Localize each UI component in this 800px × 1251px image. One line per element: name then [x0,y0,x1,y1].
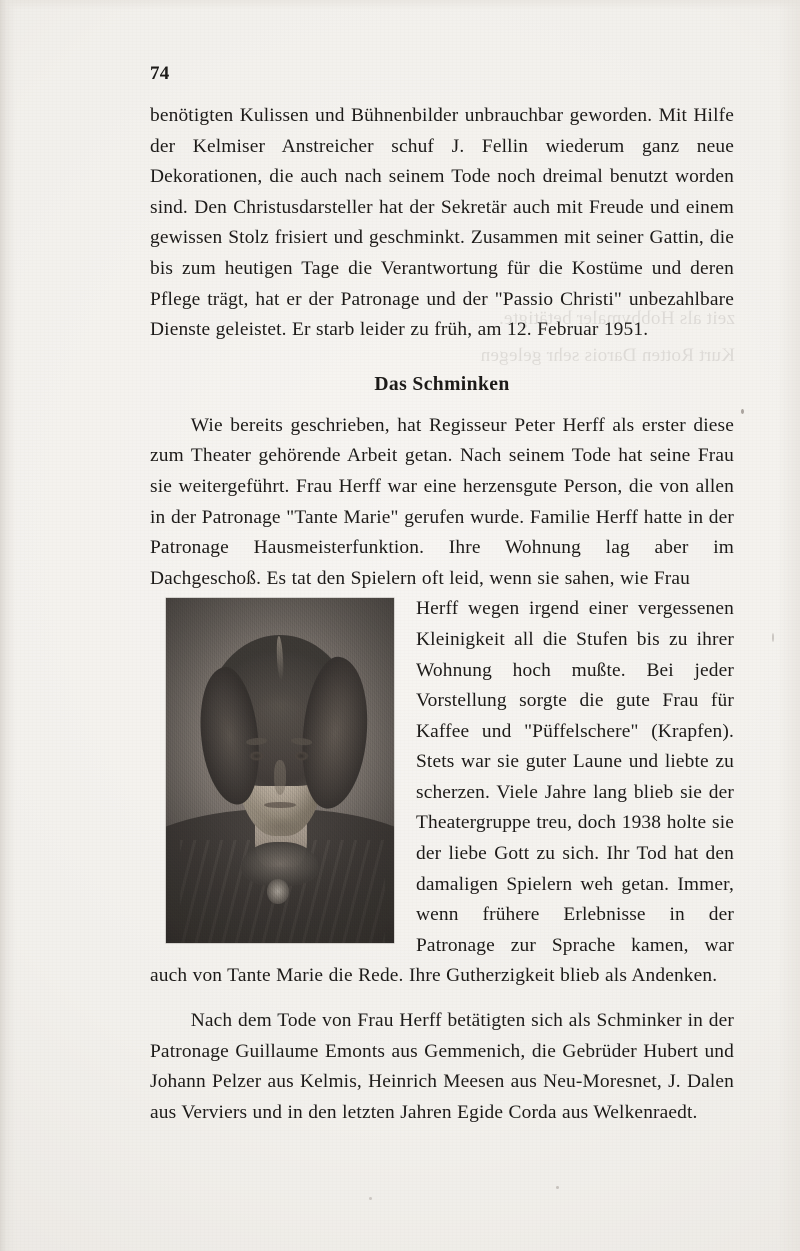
paragraph-schminken-intro: Wie bereits geschrieben, hat Regisseur Peter Herff als erster diese zum Theater gehörende Arbeit getan. Nach seinem Tode hat seine Frau sie weitergeführt. Frau Herff war eine herzensgute Person, die von allen in der Patronage "Tante Marie" gerufen wurde. Familie Herff hatte in der Patronage Hausmeisterfunktion. Ihre Wohnung lag aber im Dachgeschoß. Es tat den Spielern oft leid, wenn sie sahen, wie Frau [150,414,734,589]
paragraph-schminker-list: Nach dem Tode von Frau Herff betätigten sich als Schminker in der Patronage Guillaume Emonts aus Gemmenich, die Gebrüder Hubert und Johann Pelzer aus Kelmis, Heinrich Meesen aus Neu-Moresnet, J. Dalen aus Verviers und in den letzten Jahren Egide Corda aus Welkenraedt. [150,1010,734,1123]
section-heading: Das Schminken [374,373,510,395]
photo-vignette [166,598,394,943]
paragraph-spacer-2 [150,992,734,1006]
scan-left-edge [0,0,16,1251]
figure-wrap-region [150,594,734,992]
paragraph-continued: benötigten Kulissen und Bühnenbilder unbrauchbar geworden. Mit Hilfe der Kelmiser Anstreicher schuf J. Fellin wiederum ganz neue Dekorationen, die auch nach seinem Tode noch dreimal benutzt worden sind. Den Christusdarsteller hat der Sekretär auch mit Freude und einem gewissen Stolz frisiert und geschminkt. Zusammen mit seiner Gattin, die bis zum heutigen Tage die Verantwortung für die Kostüme und deren Pflege trägt, hat er der Patronage und der "Passio Christi" unbezahlbare Dienste geleistet. Er starb leider zu früh, am 12. Februar 1951. [150,105,734,341]
text-block [150,64,734,1128]
page-number: 74 [150,63,170,84]
paragraph-spacer [150,346,734,352]
paragraph-schminken-wrapped: Herff wegen irgend einer vergessenen Kleinigkeit all die Stufen bis zu ihrer Wohnung hoch mußte. Bei jeder Vorstellung sorgte die gute Frau für Kaffee und "Püffelschere" (Krapfen). Stets war sie guter Laune und liebte zu scherzen. Viele Jahre lang blieb sie der Theatergruppe treu, doch 1938 holte sie der liebe Gott zu sich. Ihr Tod hat den damaligen Spielern weh getan. Immer, wenn frühere Erlebnisse in der Patronage zur Sprache kamen, war auch von Tante Marie die Rede. Ihre Gutherzigkeit blieb als Andenken. [150,598,734,987]
portrait-figure [166,598,394,943]
scan-right-edge [778,0,800,1251]
portrait-photograph [166,598,394,943]
scan-top-edge [0,0,800,10]
